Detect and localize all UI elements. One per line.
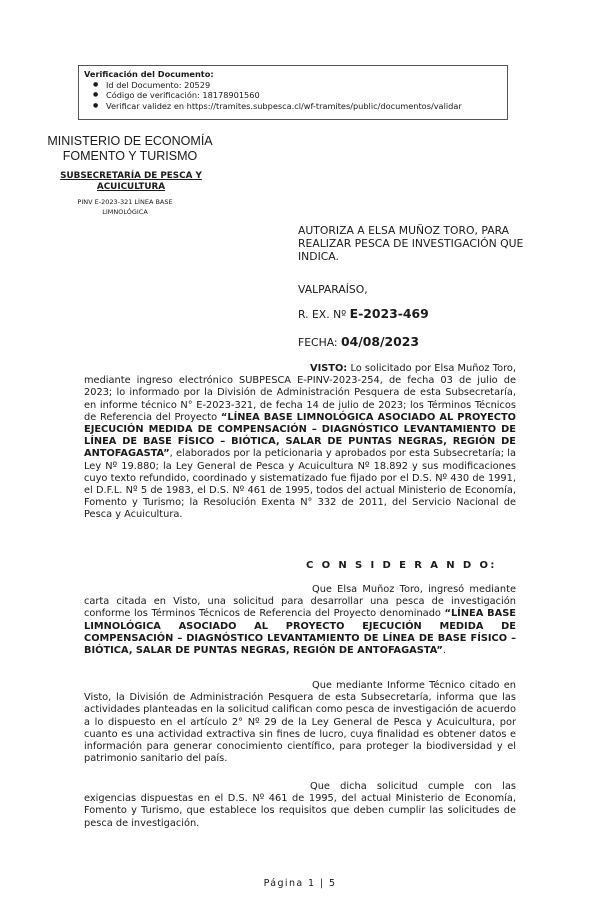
resolution-number	[298, 306, 429, 321]
resolution-label: R. EX. Nº	[298, 308, 347, 321]
page-footer	[0, 878, 600, 889]
page-total: 5	[328, 878, 337, 889]
visto-label: VISTO:	[310, 363, 348, 374]
p1-end: .	[442, 645, 446, 657]
p1-project: “LÍNEA BASE LIMNOLÓGICA ASOCIADO AL PROYECTO EJECUCIÓN MEDIDA DE COMPENSACIÓN – DIAGNÓSTICO LEVANTAMIENTO DE LÍNEA DE BASE FÍSICO – BIÓTICA, SALAR DE PUNTAS NEGRAS, REGIÓN DE ANTOFAGASTA”	[84, 608, 516, 657]
p3-text: Que dicha solicitud cumple con las exigencias dispuestas en el D.S. Nº 461 de 1995, del actual Ministerio de Economía, Fomento y Turismo, que establece los requisitos que deben cumplir las solicitudes de pesca de investigación.	[84, 781, 516, 829]
p1-text: Que Elsa Muñoz Toro, ingresó mediante carta citada en Visto, una solicitud para desarrollar una pesca de investigación conforme los Términos Técnicos de Referencia del Proyecto denominado	[84, 584, 516, 620]
visto-paragraph	[84, 363, 516, 522]
resolution-value: E-2023-469	[349, 306, 429, 321]
date-value: 04/08/2023	[340, 334, 419, 349]
date-label: FECHA:	[298, 336, 338, 349]
considerando-paragraph-3	[84, 781, 516, 830]
considerando-paragraph-1	[84, 584, 516, 657]
subsecretaria-heading	[36, 171, 226, 193]
ministry-heading	[30, 134, 230, 164]
ministry-line-2: FOMENTO Y TURISMO	[62, 149, 198, 163]
place: VALPARAÍSO,	[298, 283, 368, 296]
verification-box	[78, 65, 508, 120]
page-separator: |	[319, 878, 325, 889]
page-number: 1	[308, 878, 316, 889]
verification-list	[84, 80, 503, 112]
subsecretaria-line-2: ACUICULTURA	[96, 182, 166, 192]
page-label: Página	[263, 878, 304, 889]
considerando-paragraph-2	[84, 680, 516, 765]
visto-project: “LÍNEA BASE LIMNOLÓGICA ASOCIADO AL PROYECTO EJECUCIÓN MEDIDA DE COMPENSACIÓN – DIAGNÓSTICO LEVANTAMIENTO DE LÍNEA DE BASE FÍSICO – BIÓTICA, SALAR DE PUNTAS NEGRAS, REGIÓN DE ANTOFAGASTA”	[84, 411, 516, 460]
visto-text-a: Lo solicitado por Elsa Muñoz Toro, mediante ingreso electrónico SUBPESCA E-PINV-2023-254, de fecha 03 de julio de 2023; lo informado por la División de Administración Pesquera de esta Subsecretaría, en informe técnico N° E-2023-321, de fecha 14 de julio de 2023; los Términos Técnicos de Referencia del Proyecto	[84, 363, 516, 423]
verification-title: Verificación del Documento:	[84, 69, 214, 79]
resolution-date	[298, 334, 419, 349]
verification-link[interactable]: ● Verificar validez en https://tramites.subpesca.cl/wf-tramites/public/documentos/validar	[106, 101, 503, 112]
ministry-line-1: MINISTERIO DE ECONOMÍA	[47, 134, 213, 148]
verification-code: ● Código de verificación: 18178901560	[106, 90, 503, 101]
resolution-summary: AUTORIZA A ELSA MUÑOZ TORO, PARA REALIZAR PESCA DE INVESTIGACIÓN QUE INDICA.	[298, 224, 524, 264]
p2-text: Que mediante Informe Técnico citado en Visto, la División de Administración Pesquera de esta Subsecretaría, informa que las actividades planteadas en la solicitud califican como pesca de investigación de acuerdo a lo dispuesto en el artículo 2° Nº 29 de la Ley General de Pesca y Acuicultura, por cuanto es una actividad extractiva sin fines de lucro, cuya finalidad es obtener datos e información para generar conocimiento científico, para proteger la biodiversidad y el patrimonio sanitario del país.	[84, 680, 516, 765]
considerando-heading: C O N S I D E R A N D O:	[306, 560, 497, 571]
pinv-line-1: PINV E-2023-321 LÍNEA BASE	[77, 198, 173, 206]
visto-text-b: , elaborados por la peticionaria y aprobados por esta Subsecretaría; la Ley Nº 19.880; la Ley General de Pesca y Acuicultura Nº 18.892 y sus modificaciones cuyo texto refundido, coordinado y sistematizado fue fijado por el D.S. Nº 430 de 1991, el D.F.L. Nº 5 de 1983, el D.S. Nº 461 de 1995, todos del actual Ministerio de Economía, Fomento y Turismo; la Resolución Exenta N° 332 de 2011, del Servicio Nacional de Pesca y Acuicultura.	[84, 448, 516, 521]
subsecretaria-line-1: SUBSECRETARÍA DE PESCA Y	[60, 171, 202, 181]
verification-document-id: ● Id del Documento: 20529	[106, 80, 503, 91]
pinv-line-2: LIMNOLÓGICA	[102, 207, 148, 216]
pinv-reference	[60, 198, 190, 217]
